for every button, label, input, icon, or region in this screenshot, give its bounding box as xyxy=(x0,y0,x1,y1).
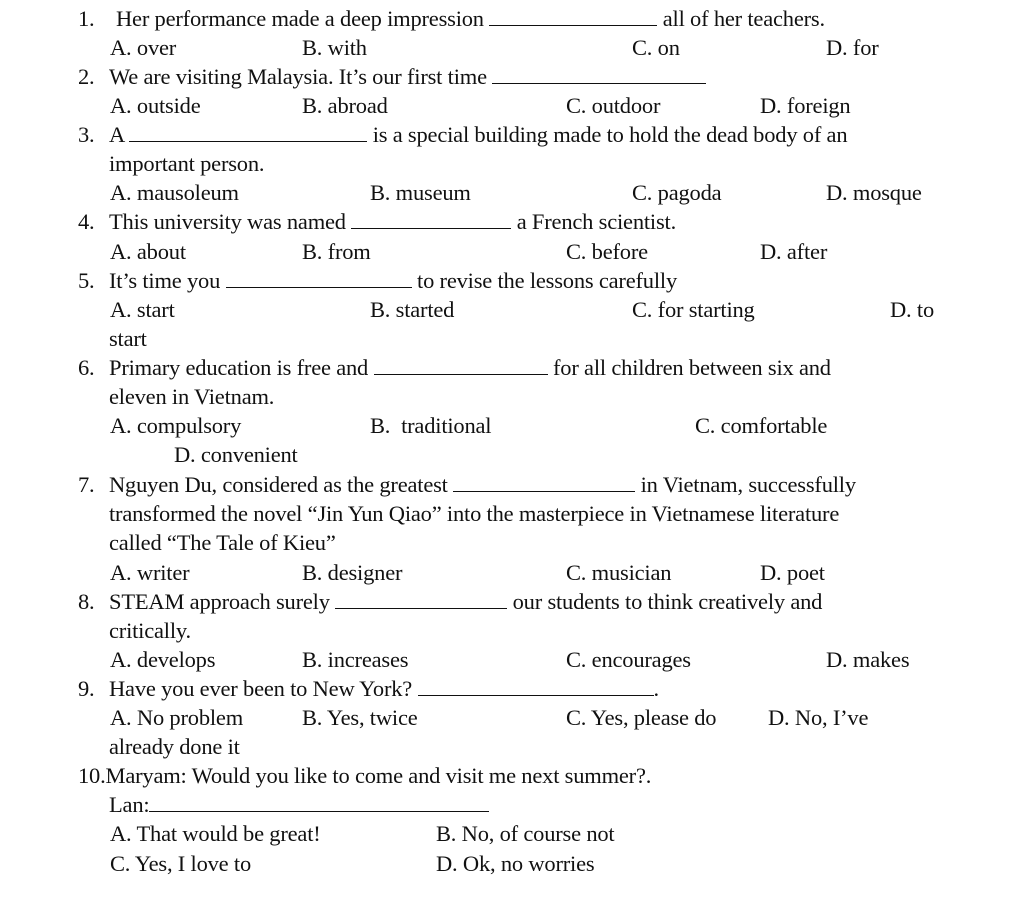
question-4-stem xyxy=(78,207,676,236)
stem-continuation: eleven in Vietnam. xyxy=(109,384,275,409)
option-d: D. foreign xyxy=(760,93,851,118)
stem-text: is a special building made to hold the dead body of an xyxy=(372,122,848,147)
option-b: B. Yes, twice xyxy=(302,705,418,730)
option-a: A. writer xyxy=(110,560,190,585)
option-d: D. after xyxy=(760,239,828,264)
question-8-stem xyxy=(78,587,822,616)
stem-continuation: transformed the novel “Jin Yun Qiao” into the masterpiece in Vietnamese literature xyxy=(109,501,840,526)
answer-blank xyxy=(149,791,489,812)
dialogue-response-line xyxy=(109,790,489,819)
option-a: A. mausoleum xyxy=(110,180,239,205)
option-c: C. comfortable xyxy=(695,413,828,438)
option-d-continuation: already done it xyxy=(109,734,240,759)
stem-text: Maryam: Would you like to come and visit me next summer?. xyxy=(105,763,652,788)
stem-text: our students to think creatively and xyxy=(512,589,823,614)
option-d: D. convenient xyxy=(174,442,298,467)
option-a: A. outside xyxy=(110,93,201,118)
stem-text: It’s time you xyxy=(109,268,221,293)
option-b: B. museum xyxy=(370,180,471,205)
option-d: D. No, I’ve xyxy=(768,705,869,730)
stem-continuation: called “The Tale of Kieu” xyxy=(109,530,336,555)
option-c: C. on xyxy=(632,35,680,60)
option-c: C. outdoor xyxy=(566,93,661,118)
question-number: 4. xyxy=(78,209,95,234)
option-a: A. about xyxy=(110,239,186,264)
option-b: B. increases xyxy=(302,647,409,672)
option-a: A. compulsory xyxy=(110,413,242,438)
question-number: 7. xyxy=(78,472,95,497)
question-number: 5. xyxy=(78,268,95,293)
question-number: 3. xyxy=(78,122,95,147)
option-d: D. mosque xyxy=(826,180,922,205)
stem-text: a French scientist. xyxy=(516,209,676,234)
option-c: C. pagoda xyxy=(632,180,722,205)
option-c: C. Yes, please do xyxy=(566,705,717,730)
option-b: B. abroad xyxy=(302,93,388,118)
question-10-stem xyxy=(78,761,651,790)
option-d-continuation: start xyxy=(109,326,147,351)
question-number: 2. xyxy=(78,64,95,89)
answer-blank xyxy=(453,471,635,492)
option-c: C. encourages xyxy=(566,647,691,672)
question-number: 9. xyxy=(78,676,95,701)
stem-text: Have you ever been to New York? xyxy=(109,676,413,701)
question-7-stem xyxy=(78,470,856,499)
question-5-stem xyxy=(78,266,677,295)
option-b: B. designer xyxy=(302,560,403,585)
answer-blank xyxy=(129,121,367,142)
option-c: C. for starting xyxy=(632,297,755,322)
question-2-stem xyxy=(78,62,706,91)
option-d: D. makes xyxy=(826,647,910,672)
stem-text: all of her teachers. xyxy=(662,6,825,31)
stem-continuation: critically. xyxy=(109,618,191,643)
option-a: A. over xyxy=(110,35,177,60)
stem-text: to revise the lessons carefully xyxy=(417,268,677,293)
speaker-label: Lan: xyxy=(109,792,150,817)
option-c: C. Yes, I love to xyxy=(110,851,251,876)
stem-continuation: important person. xyxy=(109,151,265,176)
question-number: 6. xyxy=(78,355,95,380)
stem-text: A xyxy=(109,122,124,147)
answer-blank xyxy=(335,588,507,609)
stem-text: . xyxy=(653,676,659,701)
question-1-stem xyxy=(78,4,825,33)
option-c: C. musician xyxy=(566,560,672,585)
question-number: 10. xyxy=(78,763,106,788)
question-number: 1. xyxy=(78,6,95,31)
stem-text: for all children between six and xyxy=(552,355,831,380)
option-b: B. traditional xyxy=(370,413,492,438)
option-a: A. develops xyxy=(110,647,216,672)
option-a: A. start xyxy=(110,297,175,322)
option-c: C. before xyxy=(566,239,648,264)
option-b: B. No, of course not xyxy=(436,821,615,846)
option-a: A. That would be great! xyxy=(110,821,321,846)
stem-text: Primary education is free and xyxy=(109,355,369,380)
answer-blank xyxy=(226,267,412,288)
option-d: D. for xyxy=(826,35,879,60)
option-d: D. Ok, no worries xyxy=(436,851,595,876)
answer-blank xyxy=(351,208,511,229)
stem-text: Nguyen Du, considered as the greatest xyxy=(109,472,448,497)
stem-text: We are visiting Malaysia. It’s our first time xyxy=(109,64,487,89)
stem-text: in Vietnam, successfully xyxy=(640,472,856,497)
question-6-stem xyxy=(78,353,831,382)
option-b: B. started xyxy=(370,297,455,322)
option-b: B. with xyxy=(302,35,367,60)
stem-text: Her performance made a deep impression xyxy=(116,6,484,31)
option-d: D. poet xyxy=(760,560,825,585)
question-3-stem xyxy=(78,120,847,149)
option-d: D. to xyxy=(890,297,935,322)
question-9-stem xyxy=(78,674,659,703)
option-b: B. from xyxy=(302,239,371,264)
stem-text: This university was named xyxy=(109,209,346,234)
question-number: 8. xyxy=(78,589,95,614)
answer-blank xyxy=(492,63,706,84)
stem-text: STEAM approach surely xyxy=(109,589,330,614)
answer-blank xyxy=(489,5,657,26)
answer-blank xyxy=(374,354,548,375)
answer-blank xyxy=(418,675,654,696)
option-a: A. No problem xyxy=(110,705,244,730)
